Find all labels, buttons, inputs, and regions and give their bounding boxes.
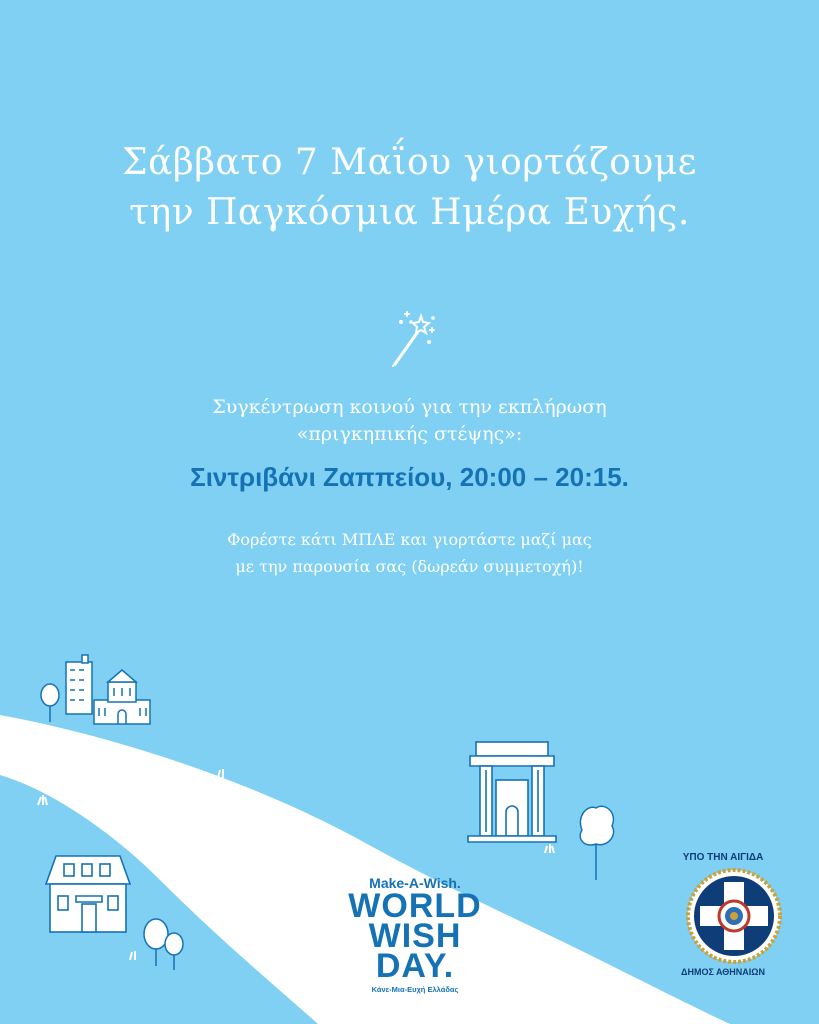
- venue-time: Σιντριβάνι Ζαππείου, 20:00 – 20:15.: [190, 462, 629, 492]
- classical-temple-icon: [468, 742, 556, 842]
- tree-icon: [580, 806, 613, 880]
- gathering-info: [0, 394, 819, 448]
- headline-line-2: την Παγκόσμια Ημέρα Ευχής.: [129, 192, 690, 233]
- house-icon: [46, 856, 130, 932]
- aegis-name: ΔΗΜΟΣ ΑΘΗΝΑΙΩΝ: [680, 967, 765, 977]
- tree-icon: [144, 919, 183, 970]
- townhall-building-icon: [94, 670, 150, 724]
- logo-wish-day: WISH DAY.: [368, 917, 462, 985]
- dress-code-line-1: Φορέστε κάτι ΜΠΛΕ και γιορτάστε μαζί μας: [227, 530, 592, 549]
- make-a-wish-brand: Make-A-Wish.: [369, 875, 461, 891]
- headline-line-1: Σάββατο 7 Μαΐου γιορτάζουμε: [122, 142, 697, 183]
- logo-tagline: Κάνε-Μια-Ευχή Ελλάδας: [371, 985, 459, 994]
- city-of-athens-seal: [686, 868, 782, 964]
- gathering-info-line-1: Συγκέντρωση κοινού για την εκπλήρωση: [212, 396, 607, 418]
- logo-world: WORLD: [348, 887, 482, 925]
- tower-building-icon: [66, 655, 92, 714]
- dress-code-line-2: με την παρουσία σας (δωρεάν συμμετοχή)!: [235, 557, 584, 576]
- dress-code-info: [0, 526, 819, 580]
- aegis-title: ΥΠΟ ΤΗΝ ΑΙΓΙΔΑ: [682, 852, 764, 863]
- headline: [0, 138, 819, 238]
- magic-wand-icon: [385, 308, 437, 370]
- tree-icon: [41, 684, 59, 722]
- world-wish-day-logo: [330, 875, 500, 994]
- gathering-info-line-2: «πριγκηπικής στέψης»:: [296, 423, 523, 445]
